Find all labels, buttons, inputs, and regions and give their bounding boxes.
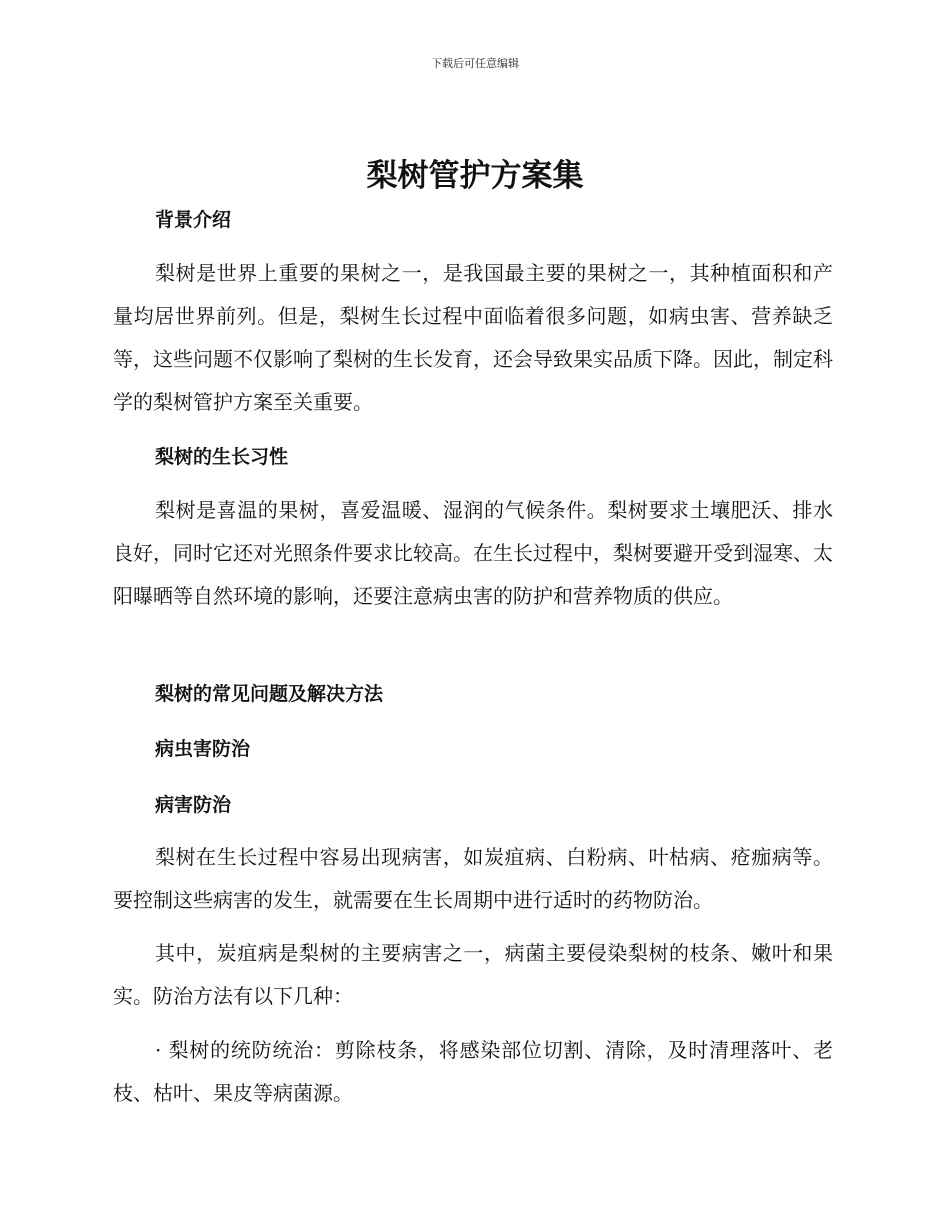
bullet-item-integrated-control: · 梨树的统防统治：剪除枝条，将感染部位切割、清除，及时清理落叶、老枝、枯叶、果皮等病菌源。 <box>113 1038 833 1105</box>
section-heading-growth-habits: 梨树的生长习性 <box>155 446 289 468</box>
header-note: 下载后可任意编辑 <box>431 57 519 70</box>
section-heading-common-problems: 梨树的常见问题及解决方法 <box>155 683 384 705</box>
paragraph-background: 梨树是世界上重要的果树之一，是我国最主要的果树之一，其种植面积和产量均居世界前列。但是，梨树生长过程中面临着很多问题，如病虫害、营养缺乏等，这些问题不仅影响了梨树的生长发育，还会导致果实品质下降。因此，制定科学的梨树管护方案至关重要。 <box>113 261 833 414</box>
paragraph-growth-habits: 梨树是喜温的果树，喜爱温暖、湿润的气候条件。梨树要求土壤肥沃、排水良好，同时它还对光照条件要求比较高。在生长过程中，梨树要避开受到湿寒、太阳曝晒等自然环境的影响，还要注意病虫害的防护和营养物质的供应。 <box>113 498 833 608</box>
paragraph-disease-control: 梨树在生长过程中容易出现病害，如炭疽病、白粉病、叶枯病、疮痂病等。要控制这些病害的发生，就需要在生长周期中进行适时的药物防治。 <box>113 845 833 912</box>
section-heading-pest-control: 病虫害防治 <box>155 738 251 760</box>
section-heading-background: 背景介绍 <box>155 209 232 231</box>
section-heading-disease-control: 病害防治 <box>155 794 232 816</box>
document-title: 梨树管护方案集 <box>366 158 584 194</box>
paragraph-anthracnose: 其中，炭疽病是梨树的主要病害之一，病菌主要侵染梨树的枝条、嫩叶和果实。防治方法有以下几种： <box>113 941 833 1008</box>
